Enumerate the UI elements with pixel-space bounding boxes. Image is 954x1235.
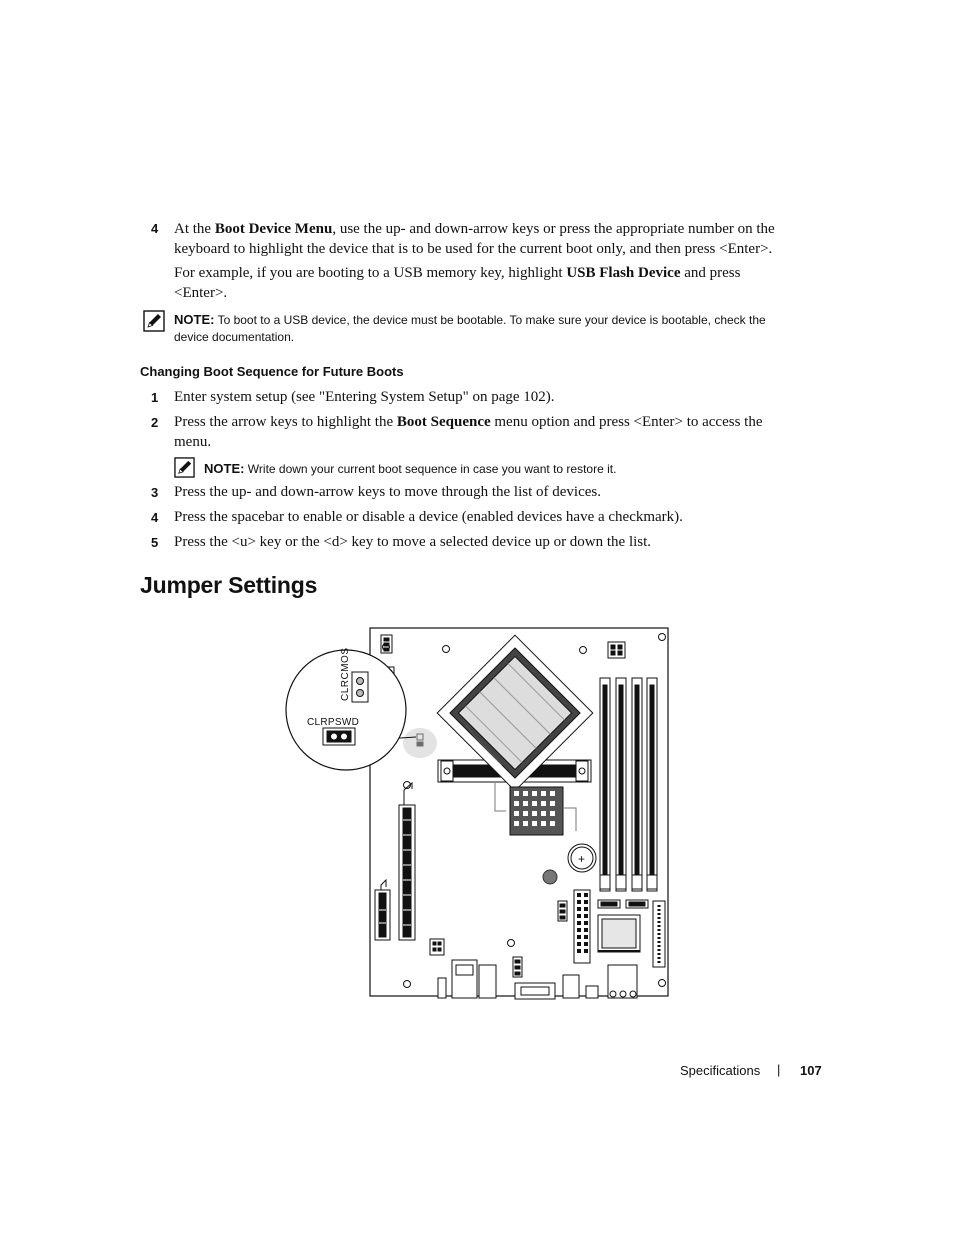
step-5-text: Press the <u> key or the <d> key to move a selected device up or down the list. <box>174 534 652 550</box>
note-1: NOTE: To boot to a USB device, the device must be bootable. To make sure your device is bootable, check the device documentation. <box>174 312 766 344</box>
step-4-line2: keyboard to highlight the device that is to be used for the current boot only, and then press <Enter>. <box>174 241 773 257</box>
footer-section: Specifications <box>680 1063 761 1078</box>
subheading: Changing Boot Sequence for Future Boots <box>140 364 404 379</box>
svg-text:+: + <box>578 852 586 866</box>
note-label: NOTE: <box>174 312 215 327</box>
step-4b-text: Press the spacebar to enable or disable a device (enabled devices have a checkmark). <box>174 509 683 525</box>
section-title: Jumper Settings <box>140 572 318 598</box>
note-2: NOTE: Write down your current boot sequence in case you want to restore it. <box>204 461 617 476</box>
note-label: NOTE: <box>204 461 245 476</box>
usb-flash-device-term: USB Flash Device <box>566 265 681 281</box>
step-number: 2 <box>151 415 159 430</box>
clrcmos-label: CLRCMOS <box>340 647 351 701</box>
motherboard-diagram <box>280 625 675 1000</box>
step-1-text: Enter system setup (see "Entering System Setup" on page 102). <box>174 389 555 405</box>
boot-device-menu-term: Boot Device Menu <box>214 221 333 237</box>
note-pencil-icon <box>174 457 195 478</box>
step-2-text: Press the arrow keys to highlight the Boot Sequence menu option and press <Enter> to access the menu. <box>174 414 763 450</box>
step-number: 1 <box>151 390 159 405</box>
step-number: 5 <box>151 535 159 550</box>
clrpswd-label: CLRPSWD <box>307 717 360 728</box>
step-number: 4 <box>151 221 159 236</box>
footer-separator: | <box>777 1062 781 1077</box>
step-number: 4 <box>151 510 159 525</box>
step-4-text <box>174 219 834 259</box>
boot-sequence-term: Boot Sequence <box>396 414 491 430</box>
step-3-text: Press the up- and down-arrow keys to move through the list of devices. <box>174 484 601 500</box>
step-4-example: For example, if you are booting to a USB memory key, highlight USB Flash Device and press <Enter>. <box>174 265 741 301</box>
note-pencil-icon <box>143 310 165 332</box>
step-4-line1: At the Boot Device Menu, use the up- and down-arrow keys or press the appropriate number on the <box>174 221 775 237</box>
step-number: 3 <box>151 485 159 500</box>
page-number: 107 <box>800 1063 822 1078</box>
